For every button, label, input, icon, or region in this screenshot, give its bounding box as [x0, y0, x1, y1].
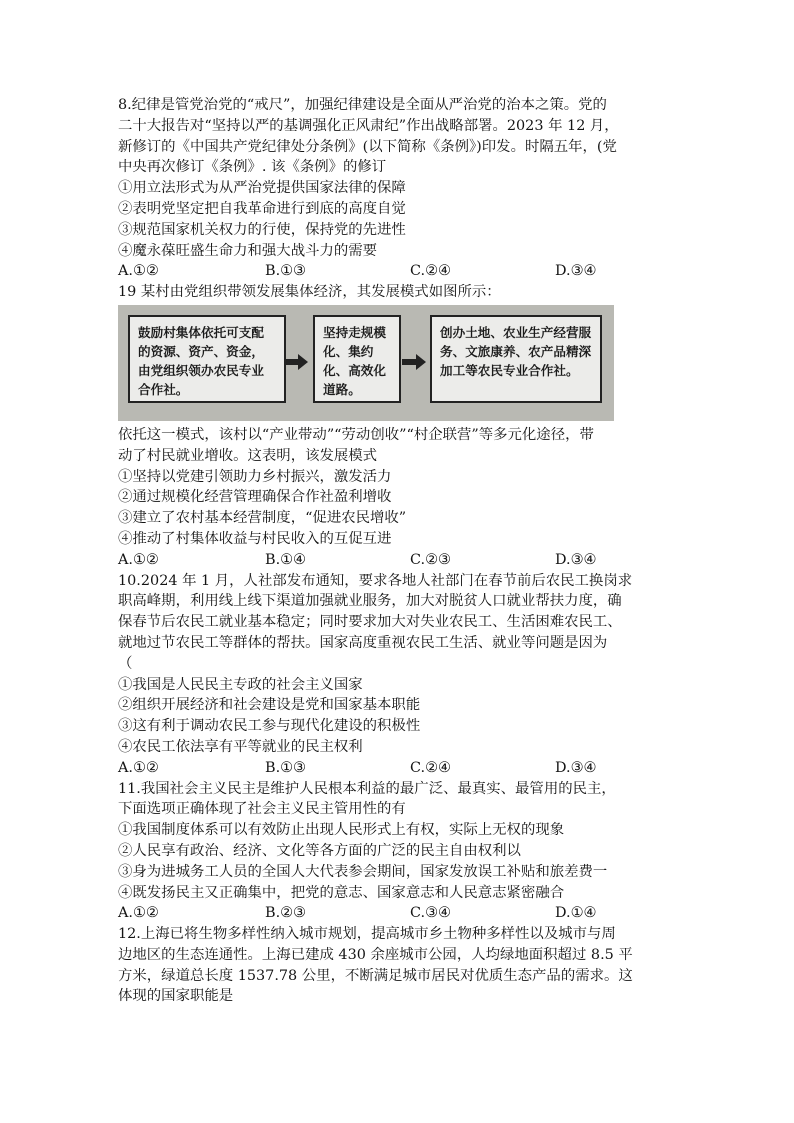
q11-item-4: ④既发扬民主又正确集中，把党的意志、国家意志和人民意志紧密融合: [118, 884, 565, 901]
question-11: [118, 779, 686, 925]
q10-option-a[interactable]: A.①②: [118, 759, 159, 776]
q10-stem-line: （: [118, 655, 133, 672]
q12-stem-line: 体现的国家职能是: [118, 988, 234, 1005]
q8-item-4: ④魔永葆旺盛生命力和强大战斗力的需要: [118, 242, 378, 259]
q11-stem-line: 11.我国社会主义民主是维护人民根本利益的最广泛、最真实、最管用的民主，: [118, 780, 616, 797]
q10-stem-line: 10.2024 年 1 月，人社部发布通知，要求各地人社部门在春节前后农民工换岗求: [118, 572, 633, 589]
q10-option-d[interactable]: D.③④: [555, 759, 597, 776]
q10-stem-line: 职高峰期，利用线上线下渠道加强就业服务，加大对脱贫人口就业帮扶力度，确: [118, 593, 622, 610]
q8-option-b[interactable]: B.①③: [265, 263, 306, 280]
q8-item-1: ①用立法形式为从严治党提供国家法律的保障: [118, 180, 406, 197]
question-9: [118, 282, 686, 570]
q9-stem: 19 某村由党组织带领发展集体经济，其发展模式如图所示：: [118, 284, 501, 301]
q9-item-2: ②通过规模化经营管理确保合作社盈利增收: [118, 489, 392, 506]
q10-item-3: ③这有利于调动农民工参与现代化建设的积极性: [118, 718, 421, 735]
q10-item-2: ②组织开展经济和社会建设是党和国家基本职能: [118, 697, 421, 714]
q9-option-b[interactable]: B.①④: [265, 551, 306, 568]
q8-item-3: ③规范国家机关权力的行使，保持党的先进性: [118, 221, 406, 238]
q9-option-c[interactable]: C.②③: [410, 551, 451, 568]
q10-item-4: ④农民工依法享有平等就业的民主权利: [118, 738, 363, 755]
q11-item-1: ①我国制度体系可以有效防止出现人民形式上有权，实际上无权的现象: [118, 822, 565, 839]
q10-item-1: ①我国是人民民主专政的社会主义国家: [118, 676, 363, 693]
q12-stem-line: 边地区的生态连通性。上海已建成 430 余座城市公园，人均绿地面积超过 8.5 平: [118, 946, 633, 963]
diagram-box-3: 创办土地、农业生产经营服务、文旅康养、农产品精深加工等农民专业合作社。: [430, 315, 602, 403]
q9-item-4: ④推动了村集体收益与村民收入的互促互进: [118, 530, 392, 547]
q8-option-a[interactable]: A.①②: [118, 263, 159, 280]
q11-option-a[interactable]: A.①②: [118, 905, 159, 922]
q10-options: [118, 758, 686, 779]
flow-diagram: [118, 305, 614, 421]
q10-stem-line: 保春节后农民工就业基本稳定；同时要求加大对失业农民工、生活困难农民工、: [118, 614, 622, 631]
q9-option-a[interactable]: A.①②: [118, 551, 159, 568]
q9-item-3: ③建立了农村基本经营制度，“促进农民增收”: [118, 510, 407, 527]
q9-option-d[interactable]: D.③④: [555, 551, 597, 568]
q12-stem-line: 12.上海已将生物多样性纳入城市规划，提高城市乡土物种多样性以及城市与周: [118, 926, 616, 943]
q8-stem-line: 二十大报告对“坚持以严的基调强化正风肃纪”作出战略部署。2023 年 12 月，: [118, 117, 619, 134]
diagram-box-2: 坚持走规模化、集约化、高效化道路。: [313, 315, 401, 403]
q9-after-line: 动了村民就业增收。这表明，该发展模式: [118, 447, 378, 464]
q8-stem-line: 8.纪律是管党治党的“戒尺”，加强纪律建设是全面从严治党的治本之策。党的: [118, 97, 607, 113]
q10-option-b[interactable]: B.①③: [265, 759, 306, 776]
q9-options: [118, 550, 686, 571]
q8-stem-line: 中央再次修订《条例》. 该《条例》的修订: [118, 159, 387, 176]
question-12: [118, 924, 686, 1007]
q8-options: [118, 261, 686, 282]
q9-item-1: ①坚持以党建引领助力乡村振兴，激发活力: [118, 468, 392, 485]
question-8: [118, 95, 686, 282]
q11-option-c[interactable]: C.③④: [410, 905, 451, 922]
q11-option-b[interactable]: B.②③: [265, 905, 306, 922]
q8-option-d[interactable]: D.③④: [555, 263, 597, 280]
q11-stem-line: 下面选项正确体现了社会主义民主管用性的有: [118, 801, 406, 818]
arrow-right-icon: [298, 354, 308, 370]
q8-stem-line: 新修订的《中国共产党纪律处分条例》(以下简称《条例》)印发。时隔五年，(党: [118, 138, 617, 155]
q10-option-c[interactable]: C.②④: [410, 759, 451, 776]
exam-content: [118, 95, 686, 1007]
diagram-box-1: 鼓励村集体依托可支配的资源、资产、资金，由党组织领办农民专业合作社。: [128, 315, 286, 403]
arrow-right-icon: [416, 354, 426, 370]
q11-item-3: ③身为进城务工人员的全国人大代表参会期间，国家发放误工补贴和旅差费一: [118, 863, 608, 880]
q11-option-d[interactable]: D.①④: [555, 905, 597, 922]
q11-item-2: ②人民享有政治、经济、文化等各方面的广泛的民主自由权利以: [118, 842, 521, 859]
q9-after-line: 依托这一模式，该村以“产业带动”“劳动创收”“村企联营”等多元化途径，带: [118, 426, 594, 443]
q11-options: [118, 903, 686, 924]
q12-stem-line: 方米，绿道总长度 1537.78 公里，不断满足城市居民对优质生态产品的需求。这: [118, 967, 633, 984]
q8-item-2: ②表明党坚定把自我革命进行到底的高度自觉: [118, 200, 406, 217]
q10-stem-line: 就地过节农民工等群体的帮扶。国家高度重视农民工生活、就业等问题是因为: [118, 634, 608, 651]
question-10: [118, 571, 686, 779]
q8-option-c[interactable]: C.②④: [410, 263, 451, 280]
